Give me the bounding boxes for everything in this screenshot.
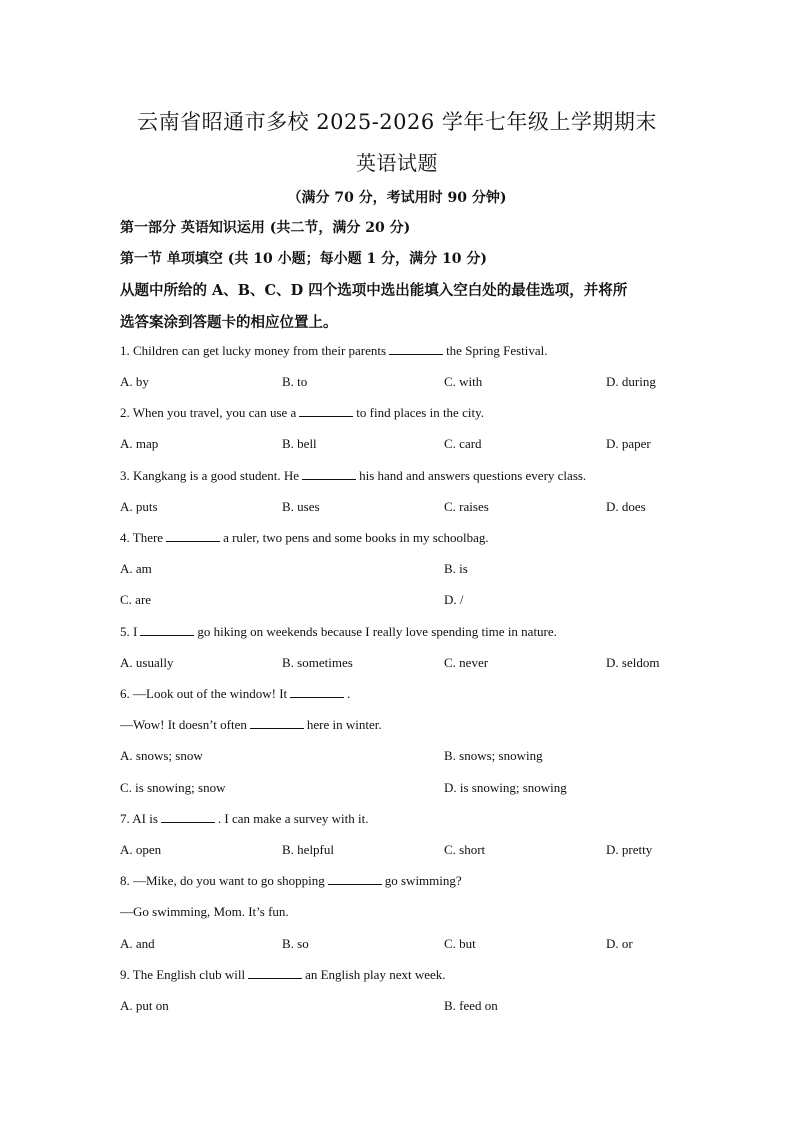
option-d: D. paper xyxy=(606,436,651,451)
question-text: go swimming? xyxy=(384,873,462,888)
answer-blank xyxy=(161,811,215,823)
option-a: A. put on xyxy=(120,998,169,1013)
option-a: A. map xyxy=(120,436,159,451)
question-7 xyxy=(120,811,368,827)
question-text: 8. —Mike, do you want to go shopping xyxy=(120,873,325,888)
question-5 xyxy=(120,624,557,640)
question-text: go hiking on weekends because I really love spending time in nature. xyxy=(197,624,557,639)
question-text: 5. I xyxy=(120,624,138,639)
option-c: C. raises xyxy=(444,499,489,514)
option-a: A. and xyxy=(120,936,155,951)
answer-blank xyxy=(389,343,443,355)
answer-blank xyxy=(166,530,220,542)
option-a: A. puts xyxy=(120,499,158,514)
option-c: C. short xyxy=(444,842,486,857)
instruction-line-2: 选答案涂到答题卡的相应位置上。 xyxy=(120,314,338,331)
question-text: 9. The English club will xyxy=(120,967,246,982)
question-text: the Spring Festival. xyxy=(446,343,548,358)
option-c: C. but xyxy=(444,936,476,951)
option-c: C. are xyxy=(120,592,152,607)
option-d: D. / xyxy=(444,592,464,607)
answer-blank xyxy=(290,686,344,698)
answer-blank xyxy=(140,624,194,636)
answer-blank xyxy=(302,468,356,480)
part-heading: 第一部分 英语知识运用 (共二节，满分 20 分) xyxy=(120,220,411,236)
question-text: 7. AI is xyxy=(120,811,158,826)
question-2 xyxy=(120,405,484,421)
question-text: 3. Kangkang is a good student. He xyxy=(120,468,300,483)
option-b: B. snows; snowing xyxy=(444,748,543,763)
option-a: A. am xyxy=(120,561,152,576)
option-b: B. is xyxy=(444,561,468,576)
answer-blank xyxy=(248,967,302,979)
question-text: to find places in the city. xyxy=(356,405,484,420)
option-d: D. seldom xyxy=(606,655,660,670)
question-8 xyxy=(120,873,462,889)
question-text: . xyxy=(347,686,351,701)
exam-info: （满分 70 分，考试用时 90 分钟) xyxy=(287,190,507,206)
question-3 xyxy=(120,468,586,484)
instruction-line-1: 从题中所给的 A、B、C、D 四个选项中选出能填入空白处的最佳选项，并将所 xyxy=(120,282,628,299)
option-b: B. bell xyxy=(282,436,317,451)
question-text: . I can make a survey with it. xyxy=(217,811,369,826)
option-c: C. card xyxy=(444,436,482,451)
option-d: D. does xyxy=(606,499,646,514)
question-text: here in winter. xyxy=(306,717,382,732)
option-b: B. helpful xyxy=(282,842,334,857)
question-8-line-2: —Go swimming, Mom. It’s fun. xyxy=(120,904,289,919)
option-a: A. open xyxy=(120,842,162,857)
question-9 xyxy=(120,967,446,983)
option-b: B. to xyxy=(282,374,308,389)
question-text: —Wow! It doesn’t often xyxy=(120,717,247,732)
question-text: 1. Children can get lucky money from their parents xyxy=(120,343,387,358)
option-c: C. is snowing; snow xyxy=(120,780,226,795)
question-text: 6. —Look out of the window! It xyxy=(120,686,288,701)
option-d: D. is snowing; snowing xyxy=(444,780,567,795)
option-b: B. uses xyxy=(282,499,320,514)
exam-subject: 英语试题 xyxy=(356,151,438,175)
question-6-line-2 xyxy=(120,717,382,733)
option-a: A. usually xyxy=(120,655,174,670)
option-d: D. pretty xyxy=(606,842,653,857)
answer-blank xyxy=(250,717,304,729)
question-1 xyxy=(120,343,548,359)
option-c: C. with xyxy=(444,374,483,389)
question-text: his hand and answers questions every class. xyxy=(359,468,587,483)
section-heading: 第一节 单项填空 (共 10 小题；每小题 1 分，满分 10 分) xyxy=(120,251,487,267)
question-6 xyxy=(120,686,350,702)
question-4 xyxy=(120,530,489,546)
answer-blank xyxy=(299,405,353,417)
option-d: D. during xyxy=(606,374,656,389)
option-d: D. or xyxy=(606,936,633,951)
question-text: 2. When you travel, you can use a xyxy=(120,405,297,420)
option-b: B. sometimes xyxy=(282,655,353,670)
option-b: B. feed on xyxy=(444,998,498,1013)
exam-title: 云南省昭通市多校 2025-2026 学年七年级上学期期末 xyxy=(137,110,657,134)
option-b: B. so xyxy=(282,936,309,951)
question-text: a ruler, two pens and some books in my schoolbag. xyxy=(223,530,489,545)
question-text: an English play next week. xyxy=(305,967,446,982)
question-text: 4. There xyxy=(120,530,164,545)
option-c: C. never xyxy=(444,655,489,670)
option-a: A. snows; snow xyxy=(120,748,203,763)
answer-blank xyxy=(328,873,382,885)
option-a: A. by xyxy=(120,374,149,389)
